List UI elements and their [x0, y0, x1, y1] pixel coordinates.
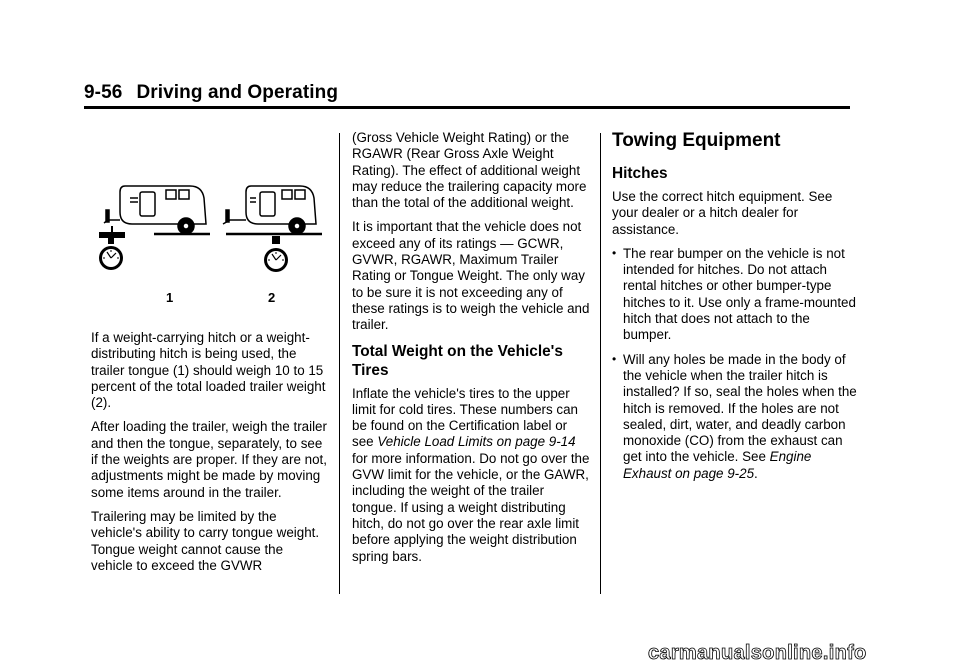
list-item-text: Will any holes be made in the body of the vehicle when the trailer hitch is installed? If so, seal the holes when the hitch is removed. If the holes are not sealed, dirt, water, and deadly carbon monoxide (CO) from the exhaust can get into the vehicle. See	[623, 351, 857, 465]
paragraph: Use the correct hitch equipment. See your dealer or a hitch dealer for assistance.	[612, 189, 833, 237]
paragraph: Trailering may be limited by the vehicle's ability to carry tongue weight. Tongue weight cannot cause the vehicle to exceed the GVWR	[91, 508, 320, 573]
list-item	[612, 246, 858, 344]
bullet-icon: •	[612, 351, 617, 366]
paragraph: It is important that the vehicle does not exceed any of its ratings — GCWR, GVWR, RGAWR, Maximum Trailer Rating or Tongue Weight. The only way to be sure it is not exceeding any of these ratings is to weigh the vehicle and trailer.	[352, 219, 590, 333]
paragraph	[352, 386, 592, 565]
figure-label-1: 1	[166, 290, 174, 305]
bullet-icon: •	[612, 245, 617, 260]
scale-1-illustration	[99, 232, 125, 270]
watermark: carmanualsonline.info	[648, 642, 867, 664]
column-3	[612, 130, 858, 490]
paragraph-text: Inflate the vehicle's tires to the upper limit for cold tires. These numbers can be found on the Certification label or see	[352, 385, 578, 450]
subsection-heading: Hitches	[612, 165, 668, 182]
scale-2-illustration	[264, 236, 288, 272]
column-divider-2	[600, 133, 601, 594]
trailer-weight-illustration	[90, 168, 340, 308]
list-item	[612, 352, 858, 482]
column-1	[91, 330, 327, 582]
paragraph: If a weight-carrying hitch or a weight-distributing hitch is being used, the trailer tongue (1) should weigh 10 to 15 percent of the total loaded trailer weight (2).	[91, 330, 326, 411]
section-title: Driving and Operating	[136, 82, 339, 103]
paragraph-text: for more information. Do not go over the GVW limit for the vehicle, or the GAWR, including the weight of the trailer tongue. If using a weight distributing hitch, do not go over the rear axle limit before applying the weight distribution spring bars.	[352, 450, 590, 564]
trailer-2-illustration	[223, 186, 322, 234]
list-item-text: .	[754, 465, 758, 481]
trailer-1-illustration	[104, 186, 210, 234]
subsection-heading: Total Weight on the Vehicle's Tires	[352, 342, 563, 379]
column-2	[352, 130, 592, 573]
paragraph: After loading the trailer, weigh the trailer and then the tongue, separately, to see if the weights are proper. If they are not, adjustments might be made by moving some items around in the trailer.	[91, 419, 327, 500]
cross-reference-link[interactable]: Vehicle Load Limits on page 9-14	[377, 434, 576, 450]
page-header	[84, 82, 850, 104]
page-title	[84, 82, 850, 104]
list-item-text: The rear bumper on the vehicle is not intended for hitches. Do not attach rental hitches or other bumper-type hitches to it. Use only a frame-mounted hitch that does not attach to the bumper.	[623, 245, 856, 343]
header-rule	[84, 106, 850, 109]
cross-reference-link[interactable]: Engine Exhaust on page 9-25	[623, 449, 812, 481]
section-heading: Towing Equipment	[612, 130, 781, 151]
page-number: 9-56	[84, 82, 123, 103]
bullet-list	[612, 246, 858, 482]
figure-label-2: 2	[268, 290, 276, 305]
paragraph: (Gross Vehicle Weight Rating) or the RGAWR (Rear Gross Axle Weight Rating). The effect of additional weight may reduce the trailering capacity more than the total of the additional weight.	[352, 130, 587, 211]
